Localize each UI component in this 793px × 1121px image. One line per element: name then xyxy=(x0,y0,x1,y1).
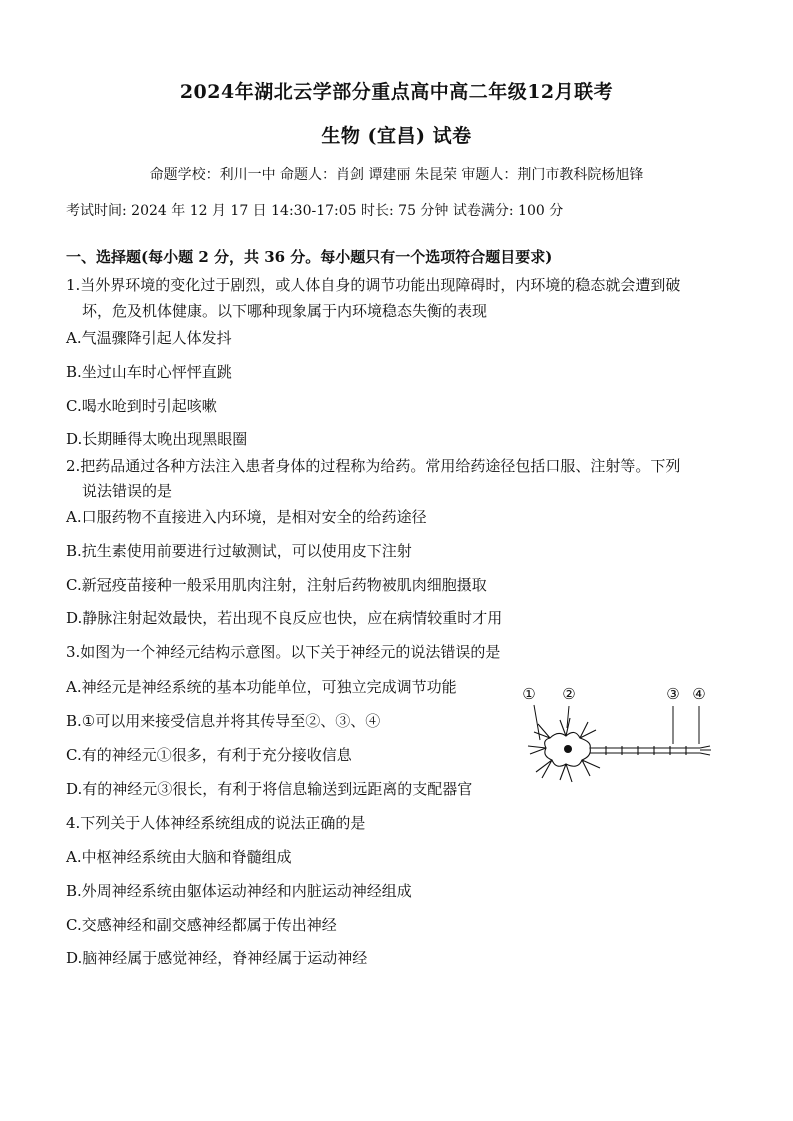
figure-label-4: ④ xyxy=(692,685,706,703)
question-1-stem: 1.当外界环境的变化过于剧烈，或人体自身的调节功能出现障碍时，内环境的稳态就会遭到破 xyxy=(66,276,681,294)
section-heading: 一、选择题(每小题 2 分，共 36 分。每小题只有一个选项符合题目要求) xyxy=(66,248,553,266)
figure-label-1: ① xyxy=(522,685,536,703)
question-2-option-b: B.抗生素使用前要进行过敏测试，可以使用皮下注射 xyxy=(66,542,412,560)
question-3-option-c: C.有的神经元①很多，有利于充分接收信息 xyxy=(66,746,352,764)
question-3-option-d: D.有的神经元③很长，有利于将信息输送到远距离的支配器官 xyxy=(66,780,473,798)
authors-line: 命题学校：利川一中 命题人：肖剑 谭建丽 朱昆荣 审题人：荆门市教科院杨旭锋 xyxy=(149,167,644,183)
question-4-option-a: A.中枢神经系统由大脑和脊髓组成 xyxy=(66,848,292,866)
question-1-option-d: D.长期睡得太晚出现黑眼圈 xyxy=(66,430,248,448)
question-3-option-b: B.①可以用来接受信息并将其传导至②、③、④ xyxy=(66,712,381,730)
exam-subtitle: 生物 (宜昌) 试卷 xyxy=(321,125,472,147)
question-4-stem: 4.下列关于人体神经系统组成的说法正确的是 xyxy=(66,814,366,832)
question-3-option-a: A.神经元是神经系统的基本功能单位，可独立完成调节功能 xyxy=(66,678,457,696)
exam-title: 2024年湖北云学部分重点高中高二年级12月联考 xyxy=(179,81,614,103)
question-1-option-a: A.气温骤降引起人体发抖 xyxy=(66,329,232,347)
question-4-option-c: C.交感神经和副交感神经都属于传出神经 xyxy=(66,916,337,934)
neuron-cell-body xyxy=(528,718,711,782)
nucleus xyxy=(564,745,572,753)
question-4-option-b: B.外周神经系统由躯体运动神经和内脏运动神经组成 xyxy=(66,882,412,900)
question-2-option-c: C.新冠疫苗接种一般采用肌肉注射，注射后药物被肌肉细胞摄取 xyxy=(66,576,487,594)
figure-label-3: ③ xyxy=(666,685,680,703)
question-1-option-b: B.坐过山车时心怦怦直跳 xyxy=(66,363,232,381)
neuron-diagram xyxy=(520,680,720,790)
figure-label-2: ② xyxy=(562,685,576,703)
question-1-stem-cont: 坏，危及机体健康。以下哪种现象属于内环境稳态失衡的表现 xyxy=(82,302,488,320)
exam-info-line: 考试时间: 2024 年 12 月 17 日 14:30-17:05 时长: 75 分钟 试卷满分: 100 分 xyxy=(66,203,564,219)
question-4-option-d: D.脑神经属于感觉神经，脊神经属于运动神经 xyxy=(66,949,368,967)
question-1-option-c: C.喝水呛到时引起咳嗽 xyxy=(66,397,217,415)
question-3-stem: 3.如图为一个神经元结构示意图。以下关于神经元的说法错误的是 xyxy=(66,643,501,661)
question-2-option-a: A.口服药物不直接进入内环境，是相对安全的给药途径 xyxy=(66,508,427,526)
question-2-stem-cont: 说法错误的是 xyxy=(82,482,173,500)
leader-line-1 xyxy=(534,705,540,740)
question-2-stem: 2.把药品通过各种方法注入患者身体的过程称为给药。常用给药途径包括口服、注射等。下列 xyxy=(66,457,681,475)
question-2-option-d: D.静脉注射起效最快，若出现不良反应也快，应在病情较重时才用 xyxy=(66,609,503,627)
